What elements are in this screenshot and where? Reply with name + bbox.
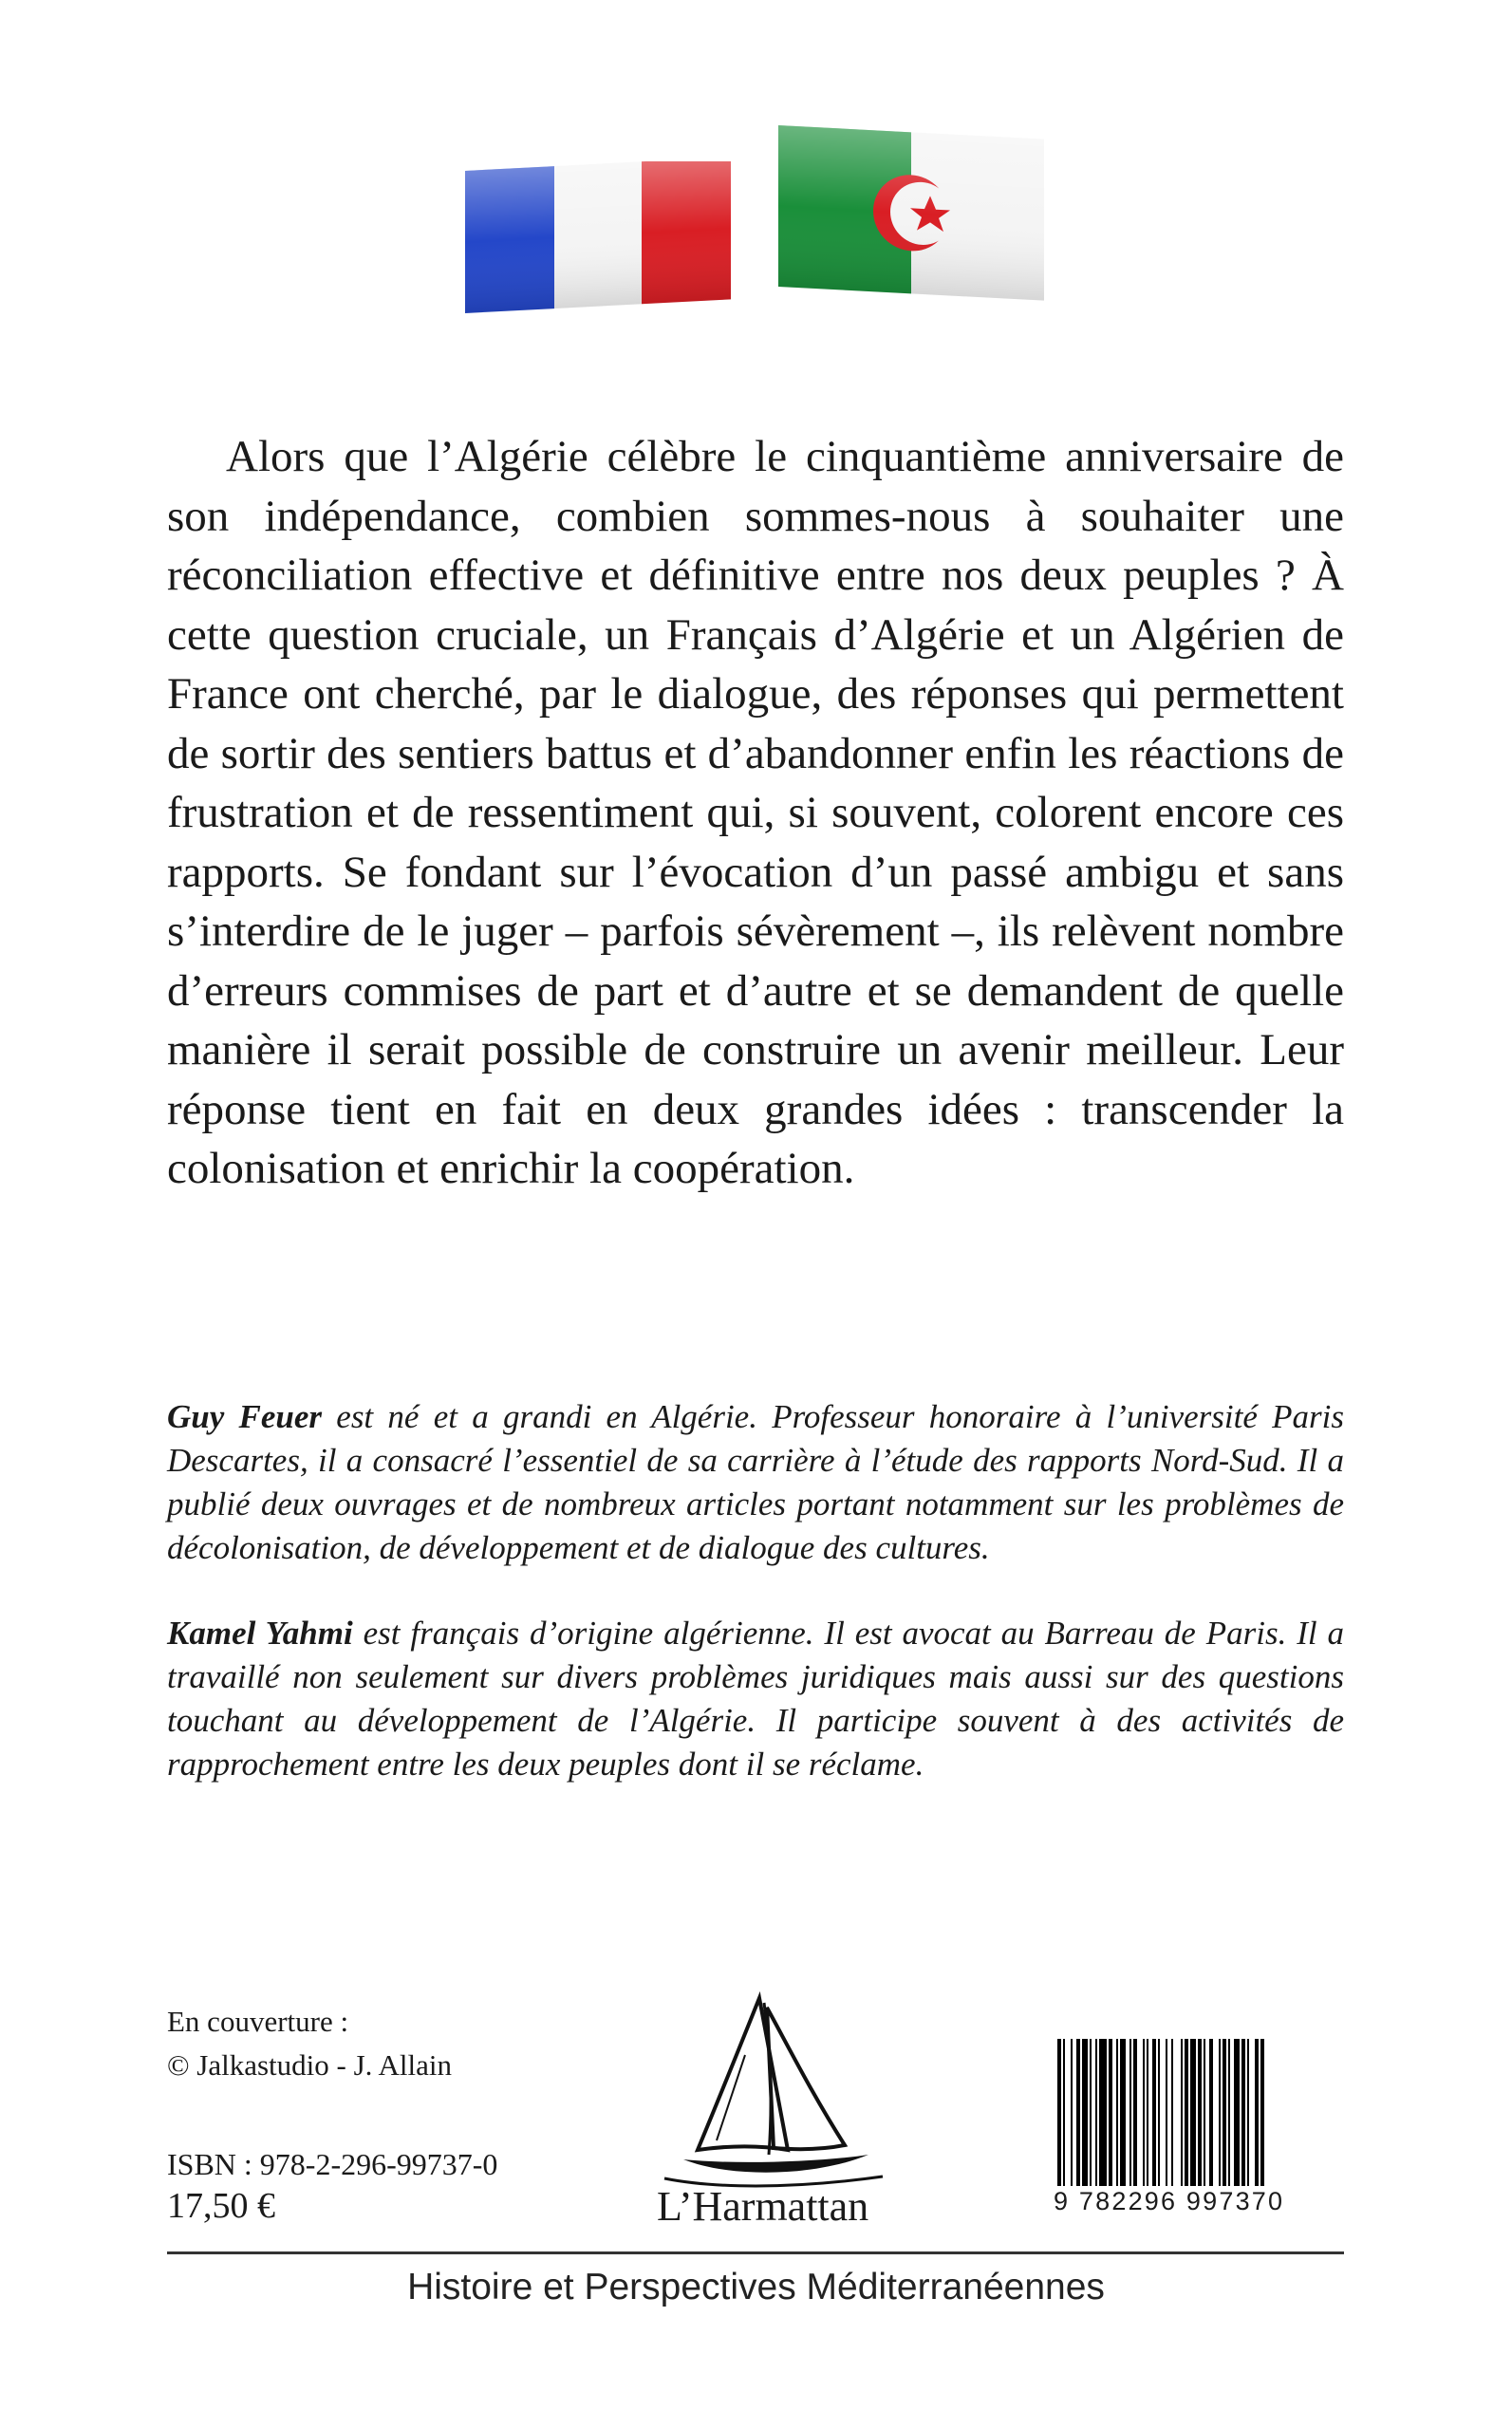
credits-label: En couverture : — [167, 2005, 349, 2038]
price: 17,50 € — [167, 2186, 275, 2226]
author-bio — [167, 1395, 1344, 1570]
book-description — [167, 427, 1344, 1199]
author-bios — [167, 1395, 1344, 1828]
credits-photo: © Jalkastudio - J. Allain — [167, 2048, 452, 2082]
france-flag-icon — [465, 161, 731, 323]
series-title: Histoire et Perspectives Méditerranéennes — [407, 2267, 1105, 2307]
description-text: Alors que l’Algérie célèbre le cinquantième anniversaire de son indépendance, combien sommes-nous à souhaiter une réconciliation effective et définitive entre nos deux peuples ? À cette question cruciale, un Français d’Algérie et un Algérien de France ont cherché, par le dialogue, des réponses qui permettent de sortir des sentiers battus et d’abandonner enfin les réactions de frustration et de ressentiment qui, si souvent, colorent encore ces rapports. Se fondant sur l’évocation d’un passé ambigu et sans s’interdire de le juger – parfois sévèrement –, ils relèvent nombre d’erreurs commises de part et d’autre et se demandent de quelle manière il serait possible de construire un avenir meilleur. Leur réponse tient en fait en deux grandes idées : transcender la colonisation et enrichir la coopération. — [167, 432, 1344, 1193]
cover-credits — [167, 2000, 452, 2087]
author-bio — [167, 1612, 1344, 1786]
flags — [465, 123, 1054, 351]
author-name: Guy Feuer — [167, 1398, 323, 1435]
publisher-name: L’Harmattan — [657, 2183, 869, 2230]
barcode-digits: 9 782296 997370 — [1052, 2186, 1336, 2216]
algeria-flag-icon — [778, 123, 1044, 313]
author-name: Kamel Yahmi — [167, 1615, 353, 1652]
author-bio-text: est français d’origine algérienne. Il est avocat au Barreau de Paris. Il a travaillé non seulement sur divers problèmes juridiques mais aussi sur des questions touchant au développement de l’Algérie. Il participe souvent à des activités de rapprochement entre les deux peuples dont il se réclame. — [167, 1615, 1344, 1783]
isbn: ISBN : 978-2-296-99737-0 — [167, 2147, 498, 2181]
divider — [167, 2251, 1344, 2254]
author-bio-text: est né et a grandi en Algérie. Professeur honoraire à l’université Paris Descartes, il a consacré l’essentiel de sa carrière à l’étude des rapports Nord-Sud. Il a publié deux ouvrages et de nombreux articles portant notamment sur les problèmes de décolonisation, de développement et de dialogue des cultures. — [167, 1398, 1344, 1566]
